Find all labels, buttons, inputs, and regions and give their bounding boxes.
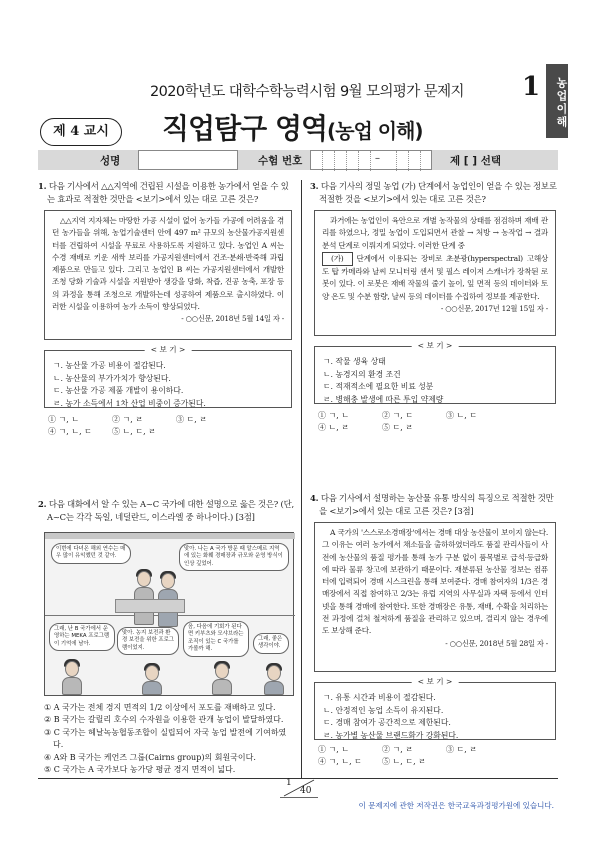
bogi-item: ㄴ. 농산물의 부가가치가 향상된다. — [53, 373, 171, 383]
bogi-item: ㄱ. 유통 시간과 비용이 절감된다. — [323, 693, 436, 702]
question-3-passage — [314, 210, 556, 336]
ga-box: (가) — [322, 252, 353, 266]
page-current: 1 — [286, 778, 292, 788]
exam-number-field[interactable] — [310, 150, 432, 170]
question-4-bogi — [314, 677, 556, 740]
question-4 — [310, 492, 558, 517]
option-1[interactable]: ① A 국가는 전체 경지 면적의 1/2 이상에서 포도를 재배하고 있다. — [44, 703, 276, 712]
question-4-passage — [314, 522, 556, 672]
speech-bubble: 그래, 난 B 국가에서 운영하는 MEKA 프로그램이 기억에 남아. — [49, 623, 115, 651]
bogi-item: ㄹ. 농가별 농산물 브랜드화가 강화된다. — [323, 730, 459, 740]
exam-title: 2020학년도 대학수학능력시험 9월 모의평가 문제지 — [150, 84, 464, 100]
candidate-info-bar — [38, 150, 558, 170]
question-2 — [38, 498, 294, 523]
question-2-number: 2. — [38, 499, 47, 509]
choice-4[interactable]: ④ ㄱ, ㄴ, ㄷ — [48, 427, 92, 437]
choice-1[interactable]: ① ㄱ, ㄴ — [318, 745, 350, 754]
option-5[interactable]: ⑤ C 국가는 A 국가보다 농가당 평균 경지 면적이 넓다. — [44, 765, 236, 775]
speech-bubble: 음, 다음에 기회가 된다면 키부츠와 모샤브라는 조직이 있는 C 국가를 가볼까 해. — [183, 621, 249, 657]
choice-3[interactable]: ③ ㄷ, ㄹ — [446, 745, 478, 754]
speech-bubble: 맞아. 나는 A 국가 방문 때 알스메르 지역에 있는 화훼 경매장과 규모와 운영 방식이 인상 깊었어. — [179, 543, 289, 571]
option-2[interactable]: ② B 국가는 갈릴리 호수의 수자원을 이용한 관개 농업이 발달하였다. — [44, 715, 284, 725]
subject-sub: (농업 이해) — [327, 119, 423, 143]
question-3-bogi — [314, 341, 556, 404]
question-3-source: - ○○신문, 2017년 12월 15일 자 - — [440, 304, 548, 314]
speech-bubble: 그래, 좋은 생각이야. — [253, 633, 289, 654]
speech-bubble: 맞아. 농지 보전과 환경 보전을 위한 프로그램이었지. — [117, 627, 179, 655]
question-2-stem: 다음 대화에서 알 수 있는 A~C 국가에 대한 설명으로 옳은 것은? (단, A~C는 각각 독일, 네덜란드, 이스라엘 중 하나이다.) [3점] — [47, 499, 294, 522]
question-4-stem: 다음 기사에서 설명하는 농산물 유통 방식의 특징으로 적절한 것만을 <보기>에서 있는 대로 고른 것은? [3점] — [319, 493, 554, 516]
speech-bubble: 이번에 다녀온 해외 연수는 매우 많이 유익했던 것 같아. — [51, 543, 131, 564]
question-1 — [38, 180, 294, 205]
choice-4[interactable]: ④ ㄴ, ㄹ — [318, 423, 350, 433]
period-badge: 제 4 교시 — [40, 118, 122, 146]
page-indicator — [280, 778, 318, 798]
question-1-choices — [48, 414, 294, 439]
question-1-passage — [44, 210, 292, 340]
page-number: 1 — [522, 72, 541, 102]
bogi-tag: < 보 기 > — [412, 676, 459, 689]
page-total: 40 — [300, 786, 312, 796]
choice-4[interactable]: ④ ㄱ, ㄴ, ㄷ — [318, 757, 362, 767]
bogi-item: ㄱ. 농산물 가공 비용이 절감된다. — [53, 361, 166, 370]
bogi-item: ㄷ. 경매 참여가 공간적으로 제한된다. — [323, 718, 451, 728]
question-2-dialogue-illustration — [44, 532, 294, 696]
choice-5[interactable]: ⑤ ㄴ, ㄷ, ㄹ — [112, 427, 156, 437]
choice-1[interactable]: ① ㄱ, ㄴ — [48, 415, 80, 424]
bogi-item: ㄱ. 작물 생육 상태 — [323, 357, 386, 366]
subject-main: 직업탐구 영역 — [162, 112, 328, 145]
question-4-passage-text: A 국가의 '스스로소경매장'에서는 경매 대상 농산물이 보이지 않는다. 그 이유는 여러 농가에서 채소들을 출하하였더라도 품질 관리사들이 사전에 농산물의 품질 평가를 통해 농가 구분 없이 품목별로 급석·등급화에 따라 물류 창고에 보관하기 때문이다. 재분류된 농산물 정보는 컴퓨터에 입력되어 경매 시스크린을 통해 보여준다. 경매 참여자의 1/3은 경매장에서 직접 참여하고 2/3는 유럽 지역의 사무실과 자택 등에서 인터넷을 통해 경매에 참여한다. 또한 경매장은 유통, 재배, 수확을 처리하는 전 과정에 걸쳐 철저하게 품질을 관리하고 있으며, 결리지 않는 경우에도 보상해 준다. — [322, 528, 548, 636]
choice-2[interactable]: ② ㄱ, ㄹ — [112, 415, 144, 424]
choice-5[interactable]: ⑤ ㄴ, ㄷ, ㄹ — [382, 757, 426, 767]
subject-title — [162, 107, 423, 147]
question-3-number: 3. — [310, 181, 319, 191]
question-1-stem: 다음 기사에서 △△지역에 건립된 시설을 이용한 농가에서 얻을 수 있는 효과로 적절한 것만을 <보기>에서 있는 대로 고른 것은? — [47, 181, 289, 204]
question-3 — [310, 180, 558, 205]
question-1-passage-text: △△지역 지자체는 마땅한 가공 시설이 없어 농가들 가공에 어려움을 겪던 농가들을 위해, 농업기술센터 안에 497 m² 규모의 농산물가공지원센터를 건립하여 시설을 무료로 사용하도록 지원하고 있다. 농업인 A 씨는 수경 재배로 키운 새싹 보리를 가공지원센터에서 건조·분쇄·반죽해 과립 제품으로 만들고 있다. 그리고 농업인 B 씨는 가공지원센터에서 개발한 조청 당화 기술과 시설을 지원받아 생강을 당화, 착즙, 진공 농축, 포장 등의 과정을 통해 조청으로 개발하는데 성공하여 제품으로 출시하였다. 이러한 시설을 이용하여 농가 소득이 향상되었다. — [52, 216, 284, 312]
choice-3[interactable]: ③ ㄷ, ㄹ — [176, 415, 208, 424]
exam-number-dash: – — [375, 153, 380, 164]
choice-3[interactable]: ③ ㄴ, ㄷ — [446, 411, 478, 420]
bogi-item: ㄴ. 농경지의 환경 조건 — [323, 369, 401, 379]
question-1-number: 1. — [38, 181, 47, 191]
choice-2[interactable]: ② ㄱ, ㄹ — [382, 745, 414, 754]
bogi-tag: < 보 기 > — [145, 344, 192, 357]
question-1-source: - ○○신문, 2018년 5월 14일 자 - — [181, 314, 284, 324]
bogi-item: ㄹ. 농가 소득에서 1차 산업 비중이 증가된다. — [53, 398, 206, 408]
bogi-tag: < 보 기 > — [412, 340, 459, 353]
name-label: 성명 — [100, 155, 121, 167]
choice-1[interactable]: ① ㄱ, ㄴ — [318, 411, 350, 420]
bogi-item: ㄷ. 농산물 가공 제품 개발이 용이하다. — [53, 386, 184, 396]
question-4-choices — [318, 744, 558, 769]
choice-2[interactable]: ② ㄱ, ㄷ — [382, 411, 414, 420]
question-4-number: 4. — [310, 493, 319, 503]
question-3-passage-text-1: 과거에는 농업인이 육안으로 개별 농작물의 상태를 점검하며 재배 관리를 하였으나, 정밀 농업이 도입되면서 관찰 → 처방 → 농작업 → 결과 분석 단계로 이뤄지게 되었다. 이러한 단계 중 — [322, 216, 548, 250]
question-1-bogi — [44, 345, 292, 408]
exam-number-label: 수험 번호 — [258, 155, 303, 167]
column-divider — [301, 180, 302, 778]
option-3[interactable]: ③ C 국가는 헤날녹농협동조합이 실립되어 자국 농업 발전에 기여하였다. — [44, 727, 287, 750]
question-2-options — [44, 702, 296, 776]
copyright-notice: 이 문제지에 관한 저작권은 한국교육과정평가원에 있습니다. — [358, 801, 554, 810]
selection-label: 제 [ ] 선택 — [450, 155, 501, 167]
subject-side-tab: 농업이해 — [546, 64, 568, 138]
bogi-item: ㄴ. 안정적인 농업 소득이 유지된다. — [323, 705, 444, 715]
bogi-item: ㄹ. 병해충 발생에 따른 투입 약제량 — [323, 394, 444, 404]
question-3-stem: 다음 기사의 정밀 농업 (가) 단계에서 농업인이 얻을 수 있는 정보로 적절한 것을 <보기>에서 있는 대로 고른 것은? — [319, 181, 557, 204]
bogi-item: ㄷ. 적재적소에 필요한 비료 성분 — [323, 382, 434, 392]
question-3-choices — [318, 410, 558, 435]
choice-5[interactable]: ⑤ ㄷ, ㄹ — [382, 423, 414, 433]
question-3-passage-text-2: 단계에서 이용되는 장비로 초분광(hyperspectral) 고해상도 탑 카메라와 날씨 모니터링 센서 및 필스 레이저 스캐너가 장착된 로봇이 있다. 이 로봇은 재배 작물의 줄기 높이, 잎 면적 등의 데이터와 토양 온도 및 수분 함량, 날씨 등의 데이터를 수집하여 정보를 제공한다. — [322, 253, 548, 301]
option-4[interactable]: ④ A와 B 국가는 케언즈 그룹(Cairns group)의 회원국이다. — [44, 752, 256, 762]
name-field[interactable] — [138, 150, 238, 170]
question-4-source: - ○○신문, 2018년 5월 28일 자 - — [445, 638, 548, 648]
